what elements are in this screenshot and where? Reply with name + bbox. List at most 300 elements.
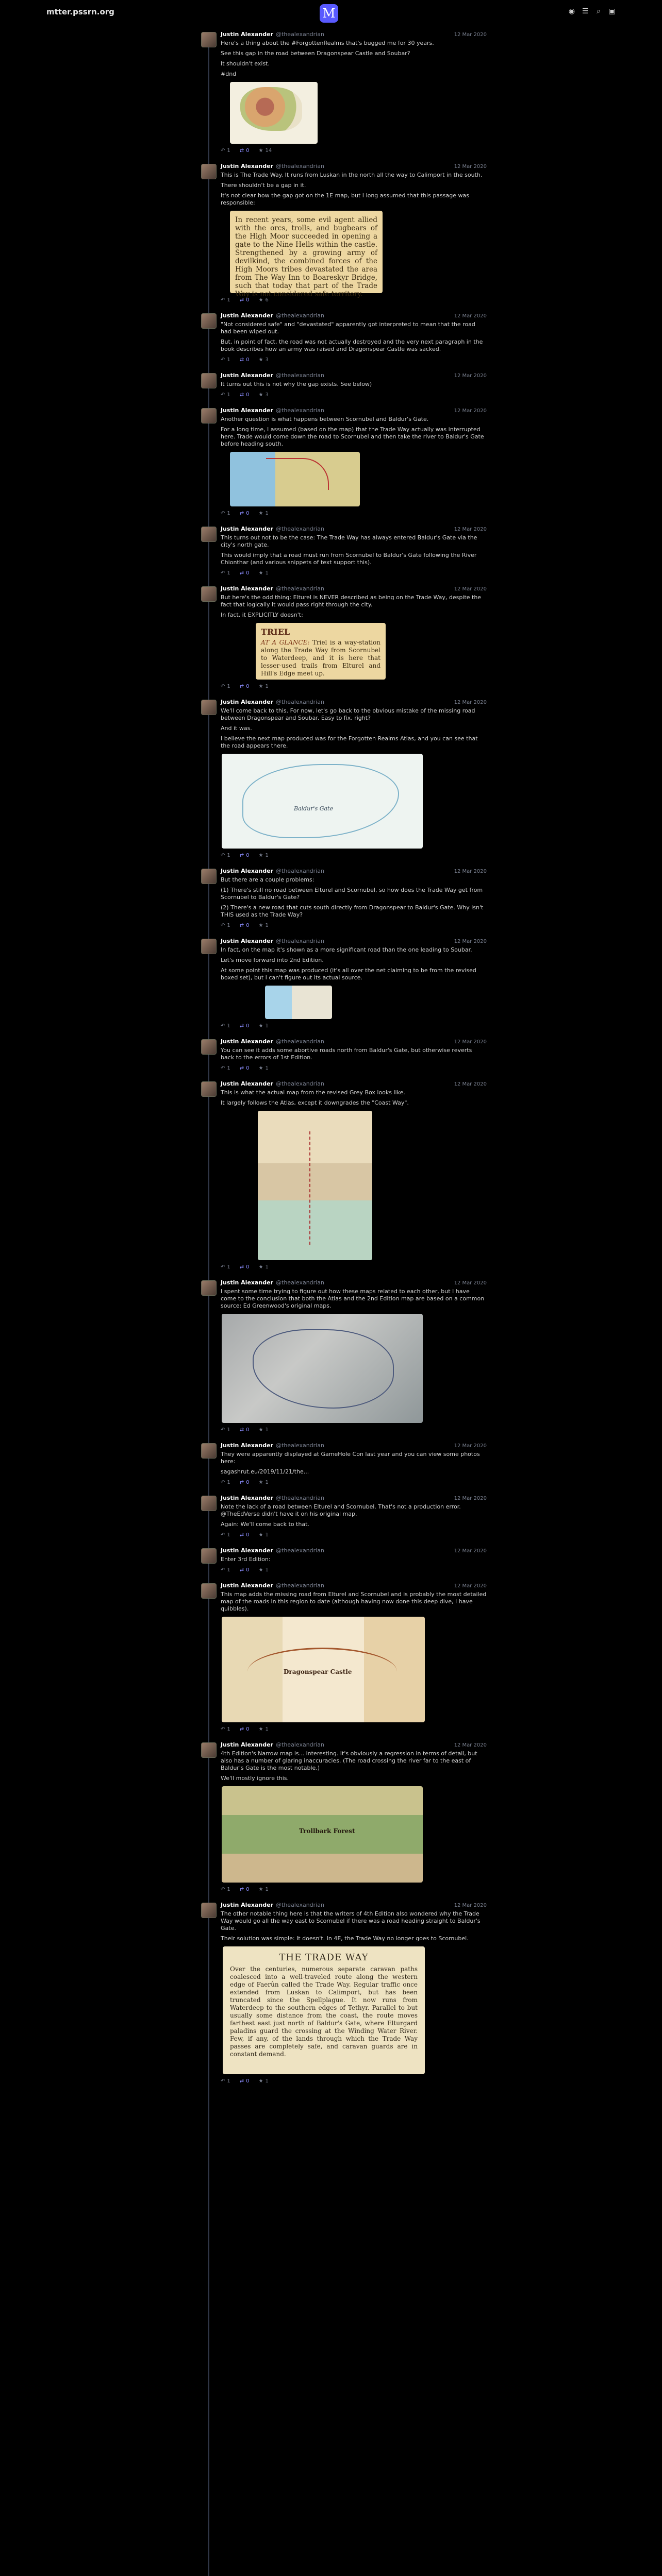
boost-icon: ⇄ [239,1264,244,1270]
boost-count: 0 [246,357,250,363]
post [194,1897,487,2089]
post [194,308,487,368]
boost-icon: ⇄ [239,1532,244,1538]
post-text: sagashrut.eu/2019/11/21/the... [221,1468,309,1475]
reply-button[interactable] [221,1726,230,1732]
star-icon: ★ [258,392,263,398]
favourite-count: 1 [265,511,269,516]
post-time[interactable]: 12 Mar 2020 [454,164,487,170]
post-text: Another question is what happens between Scornubel and Baldur's Gate. [221,416,429,422]
author-handle[interactable]: @thealexandrian [276,372,324,379]
reply-button[interactable] [221,297,230,303]
avatar[interactable] [201,1903,217,1918]
post-meta [221,407,487,415]
post-text: I spent some time trying to figure out how these maps related to each other, but I have come to the conclusion that both the Atlas and the 2nd Edition map are based on a common source: Ed Greenwood's original maps. [221,1288,485,1309]
post-text: This is what the actual map from the revised Grey Box looks like. [221,1089,405,1096]
avatar[interactable] [201,1039,217,1055]
boost-button[interactable] [240,1480,250,1485]
author-name[interactable]: Justin Alexander [221,1279,274,1286]
author-handle[interactable]: @thealexandrian [276,312,324,319]
post-meta [221,1495,487,1502]
map-image[interactable] [230,452,360,506]
author-handle[interactable]: @thealexandrian [276,526,324,532]
favourite-button[interactable] [259,923,269,928]
post-time[interactable]: 12 Mar 2020 [454,1903,487,1908]
post-actions [221,1264,487,1270]
favourite-count: 3 [265,357,269,363]
post-text: See this gap in the road between Dragonspear Castle and Soubar? [221,50,410,57]
reply-count: 1 [227,853,230,858]
reply-button[interactable] [221,923,230,928]
author-handle[interactable]: @thealexandrian [276,1495,324,1501]
post [194,1275,487,1438]
post-text: (2) There's a new road that cuts south directly from Dragonspear to Baldur's Gate. Why isn't THIS used as the Trade Way? [221,904,484,918]
reply-icon: ↶ [221,684,225,689]
post-text: Let's move forward into 2nd Edition. [221,957,324,963]
post-text: "Not considered safe" and "devastated" apparently got interpreted to mean that the road had been wiped out. [221,321,475,335]
avatar[interactable] [201,527,217,542]
favourite-count: 1 [265,923,269,928]
reply-icon: ↶ [221,1480,225,1485]
favourite-button[interactable] [259,148,272,154]
post-time[interactable]: 12 Mar 2020 [454,313,487,319]
author-handle[interactable]: @thealexandrian [276,1279,324,1286]
reply-button[interactable] [221,1264,230,1270]
favourite-count: 1 [265,1532,269,1538]
boost-button[interactable] [240,511,250,516]
map-image[interactable] [222,1617,425,1722]
post-text: They were apparently displayed at GameHole Con last year and you can view some photos here: [221,1451,480,1465]
favourite-count: 6 [265,297,269,303]
mastodon-icon[interactable]: ◉ [568,7,575,15]
favourite-button[interactable] [259,1427,269,1433]
post-text: In fact, it EXPLICITLY doesn't: [221,612,303,618]
book-icon[interactable]: ▣ [608,7,616,15]
author-name[interactable]: Justin Alexander [221,1080,274,1087]
author-handle[interactable]: @thealexandrian [276,31,324,38]
quote-image [223,1946,425,2074]
post [194,581,487,694]
post-body [221,1288,487,1310]
post-actions [221,1726,487,1732]
post [194,1034,487,1076]
boost-icon: ⇄ [239,392,244,398]
post-text: We'll mostly ignore this. [221,1775,289,1782]
boost-button[interactable] [240,1887,250,1892]
quote-accent: AT A GLANCE: [261,639,310,646]
post-meta [221,1582,487,1590]
author-handle[interactable]: @thealexandrian [276,1442,324,1449]
reply-count: 1 [227,684,230,689]
author-name[interactable]: Justin Alexander [221,699,274,705]
boost-icon: ⇄ [239,570,244,576]
post [194,403,487,521]
quote-heading: THE TRADE WAY [279,1952,369,1963]
post-time[interactable]: 12 Mar 2020 [454,586,487,592]
author-name[interactable]: Justin Alexander [221,585,274,592]
avatar[interactable] [201,939,217,954]
quote-heading: TRIEL [261,627,290,637]
author-name[interactable]: Justin Alexander [221,31,274,38]
post [194,934,487,1034]
reply-icon: ↶ [221,1264,225,1270]
boost-count: 0 [246,2078,250,2084]
search-icon[interactable]: ⌕ [597,7,601,15]
avatar[interactable] [201,1280,217,1296]
favourite-count: 1 [265,853,269,858]
reply-count: 1 [227,1567,230,1573]
post-time[interactable]: 12 Mar 2020 [454,1548,487,1554]
site-name[interactable]: mtter.pssrn.org [46,7,114,16]
post-body [221,40,487,78]
boost-button[interactable] [240,853,250,858]
star-icon: ★ [258,1480,263,1485]
post-body [221,594,487,619]
favourite-button[interactable] [259,1887,269,1892]
reply-count: 1 [227,1065,230,1071]
favourite-count: 1 [265,1567,269,1573]
post [194,27,487,159]
post-time[interactable]: 12 Mar 2020 [454,1280,487,1286]
boost-count: 0 [246,1264,250,1270]
star-icon: ★ [258,1567,263,1573]
author-name[interactable]: Justin Alexander [221,407,274,414]
reply-count: 1 [227,1264,230,1270]
avatar[interactable] [201,32,217,47]
reply-button[interactable] [221,1427,230,1433]
author-name[interactable]: Justin Alexander [221,1902,274,1908]
favourite-button[interactable] [259,357,269,363]
map-image[interactable] [258,1111,372,1260]
reply-icon: ↶ [221,392,225,398]
star-icon: ★ [258,853,263,858]
boost-icon: ⇄ [239,1726,244,1732]
favourite-button[interactable] [259,511,269,516]
post-body [221,1047,487,1061]
boost-button[interactable] [240,923,250,928]
boost-button[interactable] [240,2078,250,2084]
reply-button[interactable] [221,1532,230,1538]
post-text: The other notable thing here is that the writers of 4th Edition also wondered why the Trade Way would go all the way east to Scornubel if there was a road heading straight to Baldur's Gate. [221,1910,481,1931]
reply-button[interactable] [221,1480,230,1485]
author-handle[interactable]: @thealexandrian [276,1080,324,1087]
author-handle[interactable]: @thealexandrian [276,1902,324,1908]
post-time[interactable]: 12 Mar 2020 [454,1496,487,1501]
logo[interactable]: M [320,4,338,23]
author-handle[interactable]: @thealexandrian [276,1741,324,1748]
favourite-count: 1 [265,570,269,576]
avatar[interactable] [201,700,217,715]
post [194,694,487,863]
post-body [221,534,487,566]
reply-icon: ↶ [221,297,225,303]
author-handle[interactable]: @thealexandrian [276,868,324,874]
boost-count: 0 [246,297,250,303]
reply-icon: ↶ [221,2078,225,2084]
favourite-button[interactable] [259,1567,269,1573]
reply-icon: ↶ [221,853,225,858]
post-actions [221,1023,487,1029]
boost-icon: ⇄ [239,297,244,303]
post-text: #dnd [221,71,237,77]
post-actions [221,570,487,576]
reply-count: 1 [227,357,230,363]
author-name[interactable]: Justin Alexander [221,868,274,874]
author-handle[interactable]: @thealexandrian [276,1547,324,1554]
reply-icon: ↶ [221,1427,225,1433]
rss-icon[interactable]: ☰ [582,7,589,15]
favourite-count: 1 [265,1887,269,1892]
author-name[interactable]: Justin Alexander [221,1495,274,1501]
author-handle[interactable]: @thealexandrian [276,585,324,592]
quote-image: In recent years, some evil agent allied with the orcs, trolls, and bugbears of the High Moor succeeded in opening a gate to the Nine Hells within the castle. Strengthened by a growing army of devilkind, the combined forces of the High Moors tribes devastated the area from The Way Inn to Boareskyr Bridge, such that today that part of the Trade Way is not considered safe territory. [230,211,383,293]
favourite-count: 1 [265,1065,269,1071]
author-name[interactable]: Justin Alexander [221,1038,274,1045]
map-image[interactable] [265,986,332,1019]
quote-text [261,639,380,677]
author-name[interactable]: Justin Alexander [221,312,274,319]
reply-icon: ↶ [221,511,225,516]
star-icon: ★ [258,1726,263,1732]
star-icon: ★ [258,2078,263,2084]
boost-icon: ⇄ [239,2078,244,2084]
favourite-button[interactable] [259,392,269,398]
favourite-button[interactable] [259,684,269,689]
avatar[interactable] [201,408,217,423]
avatar[interactable] [201,1443,217,1459]
post-body [221,416,487,448]
boost-count: 0 [246,1887,250,1892]
reply-icon: ↶ [221,570,225,576]
boost-count: 0 [246,1427,250,1433]
avatar[interactable] [201,373,217,388]
author-name[interactable]: Justin Alexander [221,1547,274,1554]
reply-icon: ↶ [221,357,225,363]
reply-icon: ↶ [221,1567,225,1573]
favourite-count: 14 [265,148,272,154]
boost-count: 0 [246,1532,250,1538]
post-text: (1) There's still no road between Elturel and Scornubel, so how does the Trade Way get from Scornubel to Baldur's Gate? [221,887,483,901]
reply-icon: ↶ [221,1065,225,1071]
author-name[interactable]: Justin Alexander [221,163,274,170]
boost-count: 0 [246,1567,250,1573]
boost-count: 0 [246,923,250,928]
avatar[interactable] [201,313,217,329]
favourite-count: 1 [265,1264,269,1270]
post-time[interactable]: 12 Mar 2020 [454,1583,487,1589]
post-meta [221,868,487,875]
star-icon: ★ [258,1532,263,1538]
reply-count: 1 [227,148,230,154]
author-handle[interactable]: @thealexandrian [276,699,324,705]
avatar[interactable] [201,1583,217,1599]
reply-button[interactable] [221,853,230,858]
boost-button[interactable] [240,392,250,398]
reply-button[interactable] [221,357,230,363]
favourite-count: 1 [265,1427,269,1433]
boost-count: 0 [246,1023,250,1029]
reply-icon: ↶ [221,1023,225,1029]
author-handle[interactable]: @thealexandrian [276,938,324,944]
post-actions [221,1480,487,1485]
author-name[interactable]: Justin Alexander [221,526,274,532]
star-icon: ★ [258,297,263,303]
post-actions [221,853,487,858]
boost-button[interactable] [240,1427,250,1433]
reply-button[interactable] [221,1567,230,1573]
boost-icon: ⇄ [239,853,244,858]
boost-button[interactable] [240,357,250,363]
boost-button[interactable] [240,1567,250,1573]
post-time[interactable]: 12 Mar 2020 [454,1081,487,1087]
quote-body: Over the centuries, numerous separate caravan paths coalesced into a well-traveled route along the western edge of Faerûn called the Trade Way. Regular traffic once extended from Luskan to Calimport, but has been truncated since the Spellplague. It now runs from Waterdeep to the southern edges of Tethyr. Parallel to but usually some distance from the coast, the route moves farthest east just north of Baldur's Gate, where Elturgard paladins guard the crossing at the Winding Water River. Few, if any, of the lands through which the Trade Way passes are completely safe, and caravan guards are in constant demand. [230,1965,418,2058]
avatar[interactable] [201,1548,217,1564]
post-text: It largely follows the Atlas, except it downgrades the "Coast Way". [221,1099,409,1106]
post-text: In fact, on the map it's shown as a more significant road than the one leading to Soubar. [221,946,472,953]
post-time[interactable]: 12 Mar 2020 [454,939,487,944]
post-text: It turns out this is not why the gap exists. See below) [221,381,372,387]
favourite-button[interactable] [259,1726,269,1732]
post-time[interactable]: 12 Mar 2020 [454,1742,487,1748]
reply-count: 1 [227,1726,230,1732]
post-time[interactable]: 12 Mar 2020 [454,1443,487,1449]
reply-button[interactable] [221,1065,230,1071]
post-text: You can see it adds some abortive roads north from Baldur's Gate, but otherwise reverts back to the errors of 1st Edition. [221,1047,472,1061]
post-text: Their solution was simple: It doesn't. In 4E, the Trade Way no longer goes to Scornubel. [221,1935,469,1942]
avatar[interactable] [201,1742,217,1758]
post-actions [221,684,487,689]
post-image[interactable] [230,82,318,144]
reply-count: 1 [227,1023,230,1029]
post [194,1737,487,1897]
star-icon: ★ [258,1887,263,1892]
favourite-button[interactable] [259,853,269,858]
author-name[interactable]: Justin Alexander [221,1741,274,1748]
post-actions [221,392,487,398]
post-text: But there are a couple problems: [221,876,315,883]
header-icons [567,7,617,15]
reply-icon: ↶ [221,148,225,154]
author-handle[interactable]: @thealexandrian [276,407,324,414]
author-name[interactable]: Justin Alexander [221,1442,274,1449]
boost-icon: ⇄ [239,1480,244,1485]
post-text: It's not clear how the gap got on the 1E map, but I long assumed that this passage was responsible: [221,192,469,206]
map-image[interactable] [222,1314,423,1423]
reply-button[interactable] [221,148,230,154]
boost-button[interactable] [240,1532,250,1538]
post-meta [221,31,487,39]
quote-body: Triel is a way-station along the Trade Way from Scornubel to Waterdeep, and it is here that lesser-used trails from Elturel and Hill's Edge meet up. [261,639,380,677]
boost-button[interactable] [240,1726,250,1732]
favourite-button[interactable] [259,1532,269,1538]
avatar[interactable] [201,869,217,884]
favourite-button[interactable] [259,1264,269,1270]
reply-count: 1 [227,1887,230,1892]
boost-icon: ⇄ [239,1065,244,1071]
map-image[interactable] [222,1786,423,1883]
reply-icon: ↶ [221,1726,225,1732]
post-time[interactable]: 12 Mar 2020 [454,373,487,379]
reply-button[interactable] [221,1023,230,1029]
post-text: We'll come back to this. For now, let's go back to the obvious mistake of the missing road between Dragonspear and Soubar. Easy to fix, right? [221,707,475,721]
favourite-button[interactable] [259,1023,269,1029]
author-handle[interactable]: @thealexandrian [276,163,324,170]
reply-button[interactable] [221,1887,230,1892]
post-meta [221,372,487,380]
post-meta [221,1038,487,1046]
boost-button[interactable] [240,1264,250,1270]
post-actions [221,511,487,516]
post-time[interactable]: 12 Mar 2020 [454,527,487,532]
post [194,1543,487,1578]
post-time[interactable]: 12 Mar 2020 [454,32,487,38]
author-name[interactable]: Justin Alexander [221,372,274,379]
post-actions [221,1567,487,1573]
post-text: This is The Trade Way. It runs from Luskan in the north all the way to Calimport in the south. [221,172,483,178]
post-text: And it was. [221,725,252,732]
author-handle[interactable]: @thealexandrian [276,1582,324,1589]
favourite-count: 1 [265,684,269,689]
avatar[interactable] [201,1081,217,1097]
post-actions [221,148,487,154]
post-text: At some point this map was produced (it's all over the net claiming to be from the revised boxed set), but I can't figure out its actual source. [221,967,476,981]
post-body [221,1750,487,1782]
boost-button[interactable] [240,1023,250,1029]
favourite-button[interactable] [259,1065,269,1071]
boost-count: 0 [246,570,250,576]
boost-icon: ⇄ [239,1427,244,1433]
map-image[interactable] [222,754,423,849]
reply-count: 1 [227,297,230,303]
reply-count: 1 [227,1532,230,1538]
post-time[interactable]: 12 Mar 2020 [454,1039,487,1045]
boost-icon: ⇄ [239,511,244,516]
post-text: For a long time, I assumed (based on the map) that the Trade Way actually was interrupted here. Trade would come down the road to Scornubel and then take the river to Baldur's Gate before heading south. [221,426,484,447]
avatar[interactable] [201,1496,217,1511]
boost-button[interactable] [240,148,250,154]
post-time[interactable]: 12 Mar 2020 [454,869,487,874]
favourite-button[interactable] [259,1480,269,1485]
post-meta [221,938,487,945]
favourite-button[interactable] [259,570,269,576]
reply-button[interactable] [221,392,230,398]
avatar[interactable] [201,164,217,179]
post-body [221,1503,487,1528]
reply-button[interactable] [221,511,230,516]
post-body [221,1451,487,1476]
reply-button[interactable] [221,684,230,689]
post-time[interactable]: 12 Mar 2020 [454,408,487,414]
favourite-button[interactable] [259,2078,269,2084]
author-name[interactable]: Justin Alexander [221,1582,274,1589]
author-name[interactable]: Justin Alexander [221,938,274,944]
star-icon: ★ [258,1065,263,1071]
boost-button[interactable] [240,570,250,576]
boost-button[interactable] [240,684,250,689]
reply-button[interactable] [221,570,230,576]
post-time[interactable]: 12 Mar 2020 [454,700,487,705]
reply-button[interactable] [221,2078,230,2084]
post-text: But here's the odd thing: Elturel is NEVER described as being on the Trade Way, despite the fact that logically it would pass right through the city. [221,594,482,608]
post-body [221,321,487,353]
star-icon: ★ [258,148,263,154]
map-label: Trollbark Forest [299,1827,355,1835]
boost-button[interactable] [240,1065,250,1071]
favourite-count: 1 [265,2078,269,2084]
boost-count: 0 [246,1065,250,1071]
avatar[interactable] [201,586,217,602]
author-handle[interactable]: @thealexandrian [276,1038,324,1045]
